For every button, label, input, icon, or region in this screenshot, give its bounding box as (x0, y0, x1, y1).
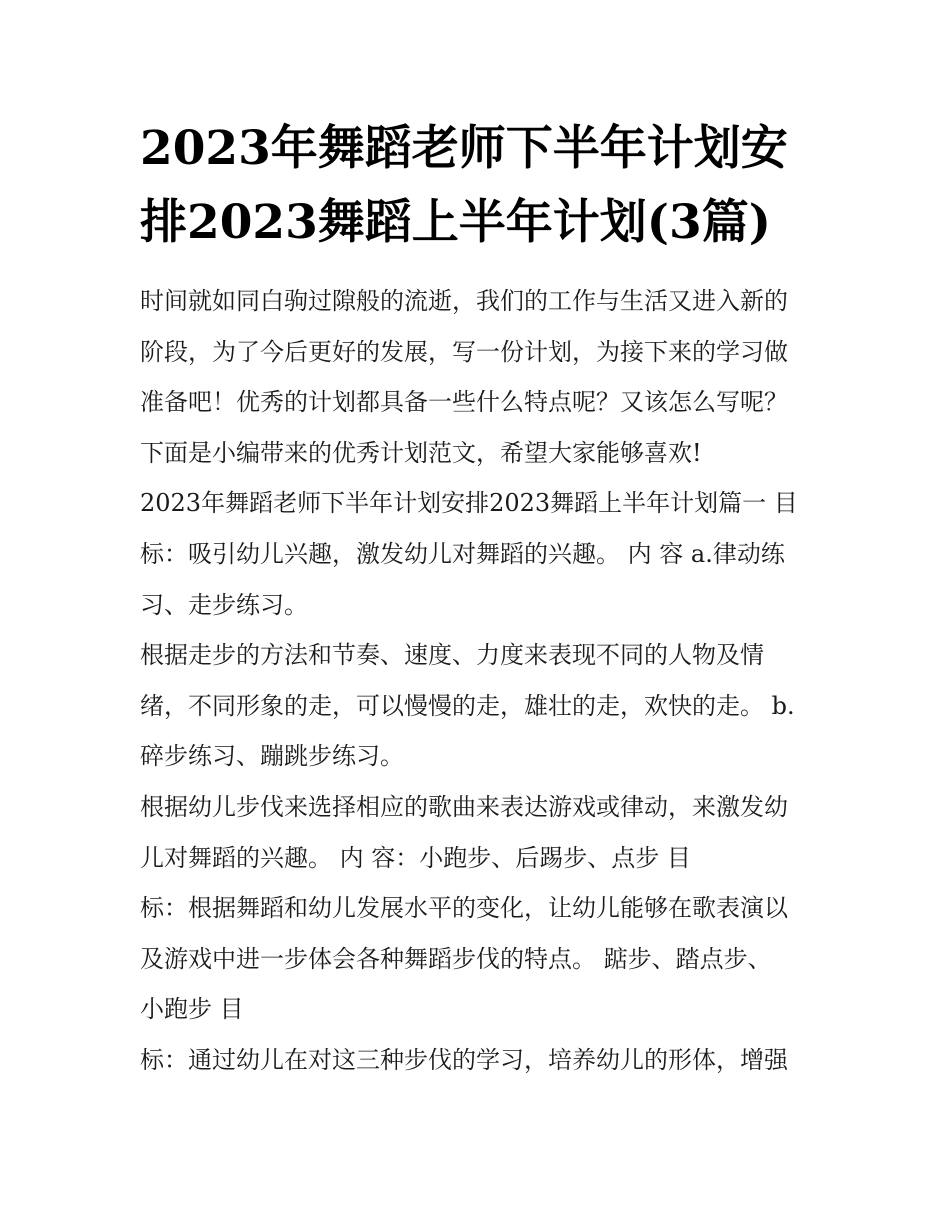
body-line: 根据走步的方法和节奏、速度、力度来表现不同的人物及情 (140, 641, 764, 670)
body-line: 儿对舞蹈的兴趣。 内 容：小跑步、后踢步、点步 目 (140, 843, 691, 872)
body-line: 2023年舞蹈老师下半年计划安排2023舞蹈上半年计划篇一 目 (140, 489, 798, 518)
body-line: 准备吧！优秀的计划都具备一些什么特点呢？又该怎么写呢？ (140, 388, 788, 417)
body-line: 标：根据舞蹈和幼儿发展水平的变化，让幼儿能够在歌表演以 (140, 894, 788, 923)
document-body (140, 276, 820, 1086)
body-line: 阶段，为了今后更好的发展，写一份计划，为接下来的学习做 (140, 337, 788, 366)
title-line: 2023年舞蹈老师下半年计划安 (140, 121, 788, 176)
body-line: 根据幼儿步伐来选择相应的歌曲来表达游戏或律动，来激发幼 (140, 792, 788, 821)
document-title (140, 112, 820, 260)
body-line: 绪，不同形象的走，可以慢慢的走，雄壮的走，欢快的走。 b. (140, 691, 795, 720)
body-line: 标：吸引幼儿兴趣，激发幼儿对舞蹈的兴趣。 内 容 a.律动练 (140, 539, 785, 568)
body-line: 碎步练习、蹦跳步练习。 (140, 742, 404, 771)
title-line: 排2023舞蹈上半年计划(3篇) (140, 195, 771, 250)
body-line: 标：通过幼儿在对这三种步伐的学习，培养幼儿的形体，增强 (140, 1045, 788, 1074)
body-line: 及游戏中进一步体会各种舞蹈步伐的特点。 踮步、踏点步、 (140, 944, 772, 973)
body-line: 小跑步 目 (140, 995, 244, 1024)
body-line: 时间就如同白驹过隙般的流逝，我们的工作与生活又进入新的 (140, 287, 788, 315)
body-line: 下面是小编带来的优秀计划范文，希望大家能够喜欢! (140, 438, 702, 467)
body-line: 习、走步练习。 (140, 590, 308, 619)
